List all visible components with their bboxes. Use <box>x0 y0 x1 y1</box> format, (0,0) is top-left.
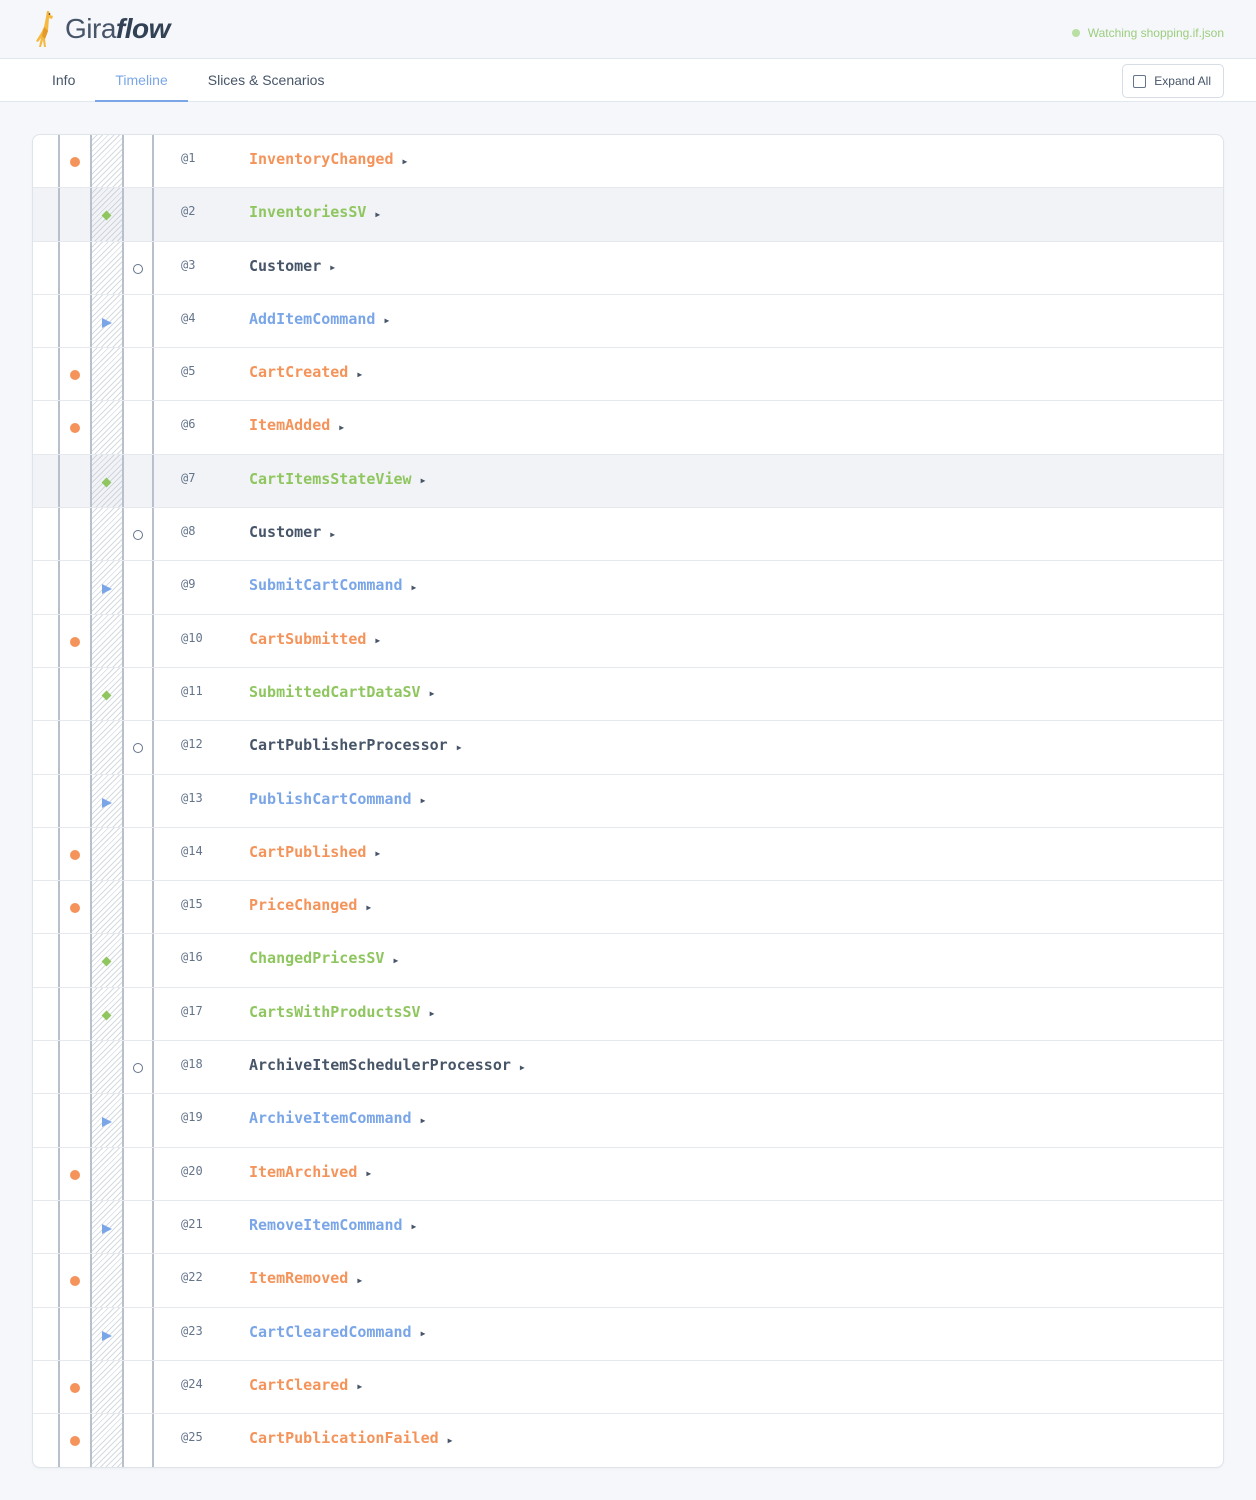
timeline-item-toggle[interactable] <box>249 257 335 275</box>
swimlane-lane1 <box>33 455 58 507</box>
timeline-item-toggle[interactable] <box>249 790 425 808</box>
timeline-item-toggle[interactable] <box>249 203 380 221</box>
expand-all-label: Expand All <box>1154 74 1211 88</box>
timeline-item-toggle[interactable] <box>249 1429 452 1447</box>
timeline-row <box>33 721 1223 774</box>
timeline-row <box>33 668 1223 721</box>
swimlane-lane3 <box>90 348 122 400</box>
timeline-item-name: PriceChanged <box>249 896 358 915</box>
swimlane-lane1 <box>33 775 58 827</box>
swimlane-lane2 <box>58 775 90 827</box>
watch-status-text: Watching shopping.if.json <box>1087 26 1224 40</box>
timeline-item-name: SubmittedCartDataSV <box>249 682 421 701</box>
app-header <box>0 0 1256 59</box>
timeline-row <box>33 188 1223 241</box>
timeline-item-name: PublishCartCommand <box>249 789 412 808</box>
timeline-item-toggle[interactable] <box>249 1056 525 1074</box>
swimlane-lane1 <box>33 615 58 667</box>
sequence-number: @12 <box>181 737 203 752</box>
swimlane-lane1 <box>33 668 58 720</box>
swimlane-lane2 <box>58 988 90 1040</box>
swimlane-lane3 <box>90 188 122 240</box>
caret-right-icon: ▶ <box>375 636 381 646</box>
sequence-number: @2 <box>181 204 196 219</box>
timeline-item-toggle[interactable] <box>249 576 416 594</box>
event-dot-icon <box>70 637 80 647</box>
swimlane-lane2 <box>58 1148 90 1200</box>
timeline-item-toggle[interactable] <box>249 949 398 967</box>
caret-right-icon: ▶ <box>393 955 399 965</box>
timeline-item-toggle[interactable] <box>249 1323 425 1341</box>
tab-slices-scenarios[interactable]: Slices & Scenarios <box>207 72 325 88</box>
caret-right-icon: ▶ <box>420 796 426 806</box>
expand-all-checkbox[interactable] <box>1133 75 1146 88</box>
caret-right-icon: ▶ <box>411 582 417 592</box>
command-triangle-icon <box>102 584 112 594</box>
command-triangle-icon <box>102 1224 112 1234</box>
swimlane-lane4 <box>122 988 154 1040</box>
event-dot-icon <box>70 850 80 860</box>
view-diamond-icon <box>102 1010 112 1020</box>
timeline-row <box>33 775 1223 828</box>
sequence-number: @4 <box>181 310 196 325</box>
sequence-number: @17 <box>181 1003 203 1018</box>
timeline-item-toggle[interactable] <box>249 843 380 861</box>
swimlane-lane3 <box>90 828 122 880</box>
swimlane-lane1 <box>33 1148 58 1200</box>
swimlane-lane3 <box>90 721 122 773</box>
timeline-item-name: CartCleared <box>249 1375 349 1394</box>
swimlane-lane3 <box>90 561 122 613</box>
timeline-item-toggle[interactable] <box>249 1163 371 1181</box>
swimlane-lane3 <box>90 1361 122 1413</box>
caret-right-icon: ▶ <box>357 1382 363 1392</box>
swimlane-lane3 <box>90 1254 122 1306</box>
swimlane-lane1 <box>33 295 58 347</box>
swimlane-lane1 <box>33 1201 58 1253</box>
swimlane-lane1 <box>33 508 58 560</box>
swimlane-lane3 <box>90 881 122 933</box>
giraffe-icon <box>33 9 63 49</box>
swimlane-lane4 <box>122 1094 154 1146</box>
timeline-row <box>33 1148 1223 1201</box>
swimlane-lane4 <box>122 242 154 294</box>
swimlane-lane4 <box>122 401 154 453</box>
swimlane-lane1 <box>33 1414 58 1467</box>
swimlane-lane3 <box>90 668 122 720</box>
timeline-row <box>33 295 1223 348</box>
sequence-number: @16 <box>181 950 203 965</box>
swimlane-lane2 <box>58 1361 90 1413</box>
timeline-item-toggle[interactable] <box>249 736 462 754</box>
timeline-row <box>33 615 1223 668</box>
swimlane-lane4 <box>122 188 154 240</box>
event-dot-icon <box>70 903 80 913</box>
swimlane-lane2 <box>58 401 90 453</box>
view-diamond-icon <box>102 957 112 967</box>
timeline-item-name: CartItemsStateView <box>249 469 412 488</box>
timeline-item-name: CartsWithProductsSV <box>249 1002 421 1021</box>
timeline-item-name: InventoriesSV <box>249 203 367 222</box>
caret-right-icon: ▶ <box>420 1329 426 1339</box>
sequence-number: @6 <box>181 417 196 432</box>
sequence-number: @9 <box>181 577 196 592</box>
swimlane-lane2 <box>58 1201 90 1253</box>
view-diamond-icon <box>102 211 112 221</box>
swimlane-lane3 <box>90 242 122 294</box>
caret-right-icon: ▶ <box>519 1062 525 1072</box>
swimlane-lane2 <box>58 455 90 507</box>
swimlane-lane4 <box>122 1308 154 1360</box>
timeline-item-toggle[interactable] <box>249 1376 362 1394</box>
timeline-row <box>33 135 1223 188</box>
timeline-item-name: CartPublished <box>249 842 367 861</box>
swimlane-lane4 <box>122 1041 154 1093</box>
swimlane-lane1 <box>33 1254 58 1306</box>
view-diamond-icon <box>102 691 112 701</box>
swimlane-lane4 <box>122 135 154 187</box>
timeline-item-name: ItemArchived <box>249 1162 358 1181</box>
swimlane-lane3 <box>90 934 122 986</box>
timeline-item-toggle[interactable] <box>249 150 407 168</box>
swimlane-lane2 <box>58 934 90 986</box>
sequence-number: @13 <box>181 790 203 805</box>
timeline-row <box>33 348 1223 401</box>
caret-right-icon: ▶ <box>429 689 435 699</box>
timeline-row <box>33 934 1223 987</box>
swimlane-lane4 <box>122 561 154 613</box>
caret-right-icon: ▶ <box>456 742 462 752</box>
status-dot-icon <box>1072 29 1080 37</box>
timeline-row <box>33 1254 1223 1307</box>
timeline-item-toggle[interactable] <box>249 310 389 328</box>
event-dot-icon <box>70 1276 80 1286</box>
swimlane-lane2 <box>58 1041 90 1093</box>
caret-right-icon: ▶ <box>357 1275 363 1285</box>
timeline-item-toggle[interactable] <box>249 1109 425 1127</box>
swimlane-lane3 <box>90 775 122 827</box>
swimlane-lane4 <box>122 828 154 880</box>
timeline-item-toggle[interactable] <box>249 1269 362 1287</box>
command-triangle-icon <box>102 1331 112 1341</box>
timeline-item-toggle[interactable] <box>249 683 434 701</box>
timeline-item-name: ChangedPricesSV <box>249 949 385 968</box>
sequence-number: @1 <box>181 151 196 165</box>
timeline-item-name: CartPublisherProcessor <box>249 736 448 755</box>
sequence-number: @8 <box>181 524 196 539</box>
swimlane-lane4 <box>122 1414 154 1467</box>
sequence-number: @18 <box>181 1057 203 1072</box>
event-dot-icon <box>70 157 80 167</box>
swimlane-lane4 <box>122 1361 154 1413</box>
swimlane-lane2 <box>58 721 90 773</box>
timeline-item-name: Customer <box>249 256 322 275</box>
timeline-row <box>33 828 1223 881</box>
sequence-number: @5 <box>181 364 196 379</box>
sequence-number: @14 <box>181 843 203 858</box>
timeline-item-name: ItemAdded <box>249 416 331 435</box>
swimlane-lane3 <box>90 295 122 347</box>
swimlane-lane3 <box>90 135 122 187</box>
event-dot-icon <box>70 423 80 433</box>
caret-right-icon: ▶ <box>384 316 390 326</box>
tab-bar <box>0 59 1256 102</box>
logo-text-flow: flow <box>115 13 170 44</box>
timeline-item-name: AddItemCommand <box>249 309 376 328</box>
swimlane-lane4 <box>122 775 154 827</box>
swimlane-lane1 <box>33 348 58 400</box>
timeline-item-toggle[interactable] <box>249 1003 434 1021</box>
timeline-item-name: ArchiveItemCommand <box>249 1109 412 1128</box>
timeline-row <box>33 988 1223 1041</box>
timeline-item-name: RemoveItemCommand <box>249 1215 403 1234</box>
swimlane-lane3 <box>90 988 122 1040</box>
swimlane-lane1 <box>33 828 58 880</box>
caret-right-icon: ▶ <box>375 849 381 859</box>
event-dot-icon <box>70 1383 80 1393</box>
timeline-row <box>33 1308 1223 1361</box>
timeline-item-name: CartPublicationFailed <box>249 1429 439 1448</box>
swimlane-lane4 <box>122 348 154 400</box>
swimlane-lane3 <box>90 455 122 507</box>
swimlane-lane3 <box>90 1094 122 1146</box>
view-diamond-icon <box>102 477 112 487</box>
timeline-card <box>32 134 1224 1468</box>
timeline-row <box>33 881 1223 934</box>
swimlane-lane1 <box>33 242 58 294</box>
timeline-item-name: Customer <box>249 523 322 542</box>
swimlane-lane3 <box>90 1308 122 1360</box>
tabs <box>32 59 344 101</box>
swimlane-lane2 <box>58 561 90 613</box>
swimlane-lane2 <box>58 188 90 240</box>
sequence-number: @3 <box>181 257 196 272</box>
swimlane-lane1 <box>33 881 58 933</box>
swimlane-lane2 <box>58 615 90 667</box>
swimlane-lane2 <box>58 1308 90 1360</box>
sequence-number: @20 <box>181 1163 203 1178</box>
swimlane-lane2 <box>58 1414 90 1467</box>
timeline-item-name: ArchiveItemSchedulerProcessor <box>249 1056 511 1075</box>
timeline-row <box>33 1361 1223 1414</box>
app-logo[interactable] <box>33 9 170 49</box>
swimlane-lane2 <box>58 135 90 187</box>
sequence-number: @7 <box>181 470 196 485</box>
swimlane-lane3 <box>90 508 122 560</box>
watch-status <box>1072 26 1224 40</box>
timeline-row <box>33 1041 1223 1094</box>
caret-right-icon: ▶ <box>339 422 345 432</box>
sequence-number: @23 <box>181 1323 203 1338</box>
swimlane-lane4 <box>122 1201 154 1253</box>
processor-circle-icon <box>133 264 143 274</box>
timeline-row <box>33 1094 1223 1147</box>
processor-circle-icon <box>133 1063 143 1073</box>
sequence-number: @19 <box>181 1110 203 1125</box>
swimlane-lane2 <box>58 295 90 347</box>
swimlane-lane4 <box>122 615 154 667</box>
swimlane-lane2 <box>58 348 90 400</box>
sequence-number: @11 <box>181 683 203 698</box>
timeline-row <box>33 508 1223 561</box>
command-triangle-icon <box>102 1117 112 1127</box>
command-triangle-icon <box>102 318 112 328</box>
swimlane-lane2 <box>58 1254 90 1306</box>
sequence-number: @24 <box>181 1376 203 1391</box>
timeline-item-name: SubmitCartCommand <box>249 576 403 595</box>
swimlane-lane4 <box>122 668 154 720</box>
swimlane-lane2 <box>58 828 90 880</box>
swimlane-lane4 <box>122 721 154 773</box>
swimlane-lane1 <box>33 721 58 773</box>
swimlane-lane1 <box>33 1361 58 1413</box>
swimlane-lane4 <box>122 455 154 507</box>
swimlane-lane2 <box>58 668 90 720</box>
swimlane-lane3 <box>90 1201 122 1253</box>
caret-right-icon: ▶ <box>429 1009 435 1019</box>
swimlane-lane1 <box>33 934 58 986</box>
timeline-item-toggle[interactable] <box>249 630 380 648</box>
caret-right-icon: ▶ <box>402 156 408 166</box>
timeline-item-toggle[interactable] <box>249 470 425 488</box>
swimlane-lane1 <box>33 988 58 1040</box>
timeline-row <box>33 1201 1223 1254</box>
timeline-item-toggle[interactable] <box>249 363 362 381</box>
sequence-number: @10 <box>181 630 203 645</box>
swimlane-lane1 <box>33 188 58 240</box>
event-dot-icon <box>70 1436 80 1446</box>
swimlane-lane4 <box>122 508 154 560</box>
timeline-item-toggle[interactable] <box>249 1216 416 1234</box>
caret-right-icon: ▶ <box>330 529 336 539</box>
swimlane-lane4 <box>122 295 154 347</box>
swimlane-lane4 <box>122 1148 154 1200</box>
swimlane-lane3 <box>90 1414 122 1467</box>
timeline-item-name: CartClearedCommand <box>249 1322 412 1341</box>
tab-timeline[interactable]: Timeline <box>95 59 187 101</box>
swimlane-lane4 <box>122 881 154 933</box>
timeline-row <box>33 561 1223 614</box>
processor-circle-icon <box>133 743 143 753</box>
processor-circle-icon <box>133 530 143 540</box>
app-logo-text <box>65 13 170 45</box>
timeline-row <box>33 242 1223 295</box>
event-dot-icon <box>70 1170 80 1180</box>
timeline-row <box>33 401 1223 454</box>
timeline-item-name: InventoryChanged <box>249 150 394 168</box>
timeline-item-name: ItemRemoved <box>249 1269 349 1288</box>
sequence-number: @21 <box>181 1216 203 1231</box>
swimlane-lane1 <box>33 1041 58 1093</box>
sequence-number: @15 <box>181 897 203 912</box>
caret-right-icon: ▶ <box>420 1115 426 1125</box>
caret-right-icon: ▶ <box>366 902 372 912</box>
sequence-number: @25 <box>181 1430 203 1445</box>
timeline-item-name: CartCreated <box>249 363 349 382</box>
swimlane-lane1 <box>33 1308 58 1360</box>
tab-info[interactable]: Info <box>52 72 76 88</box>
expand-all-toggle[interactable] <box>1122 64 1224 98</box>
swimlane-lane1 <box>33 401 58 453</box>
swimlane-lane1 <box>33 1094 58 1146</box>
swimlane-lane3 <box>90 615 122 667</box>
swimlane-lane1 <box>33 561 58 613</box>
caret-right-icon: ▶ <box>366 1169 372 1179</box>
swimlane-lane4 <box>122 934 154 986</box>
sequence-number: @22 <box>181 1270 203 1285</box>
timeline-item-toggle[interactable] <box>249 416 344 434</box>
caret-right-icon: ▶ <box>375 209 381 219</box>
caret-right-icon: ▶ <box>357 369 363 379</box>
event-dot-icon <box>70 370 80 380</box>
timeline-item-name: CartSubmitted <box>249 629 367 648</box>
command-triangle-icon <box>102 798 112 808</box>
caret-right-icon: ▶ <box>447 1435 453 1445</box>
logo-text-gira: Gira <box>65 13 116 44</box>
timeline-item-toggle[interactable] <box>249 523 335 541</box>
swimlane-lane2 <box>58 881 90 933</box>
timeline-row <box>33 455 1223 508</box>
swimlane-lane4 <box>122 1254 154 1306</box>
swimlane-lane2 <box>58 508 90 560</box>
caret-right-icon: ▶ <box>420 476 426 486</box>
swimlane-lane2 <box>58 1094 90 1146</box>
swimlane-lane1 <box>33 135 58 187</box>
swimlane-lane2 <box>58 242 90 294</box>
caret-right-icon: ▶ <box>330 263 336 273</box>
swimlane-lane3 <box>90 1148 122 1200</box>
timeline-item-toggle[interactable] <box>249 896 371 914</box>
swimlane-lane3 <box>90 1041 122 1093</box>
caret-right-icon: ▶ <box>411 1222 417 1232</box>
swimlane-lane3 <box>90 401 122 453</box>
timeline-row <box>33 1414 1223 1467</box>
